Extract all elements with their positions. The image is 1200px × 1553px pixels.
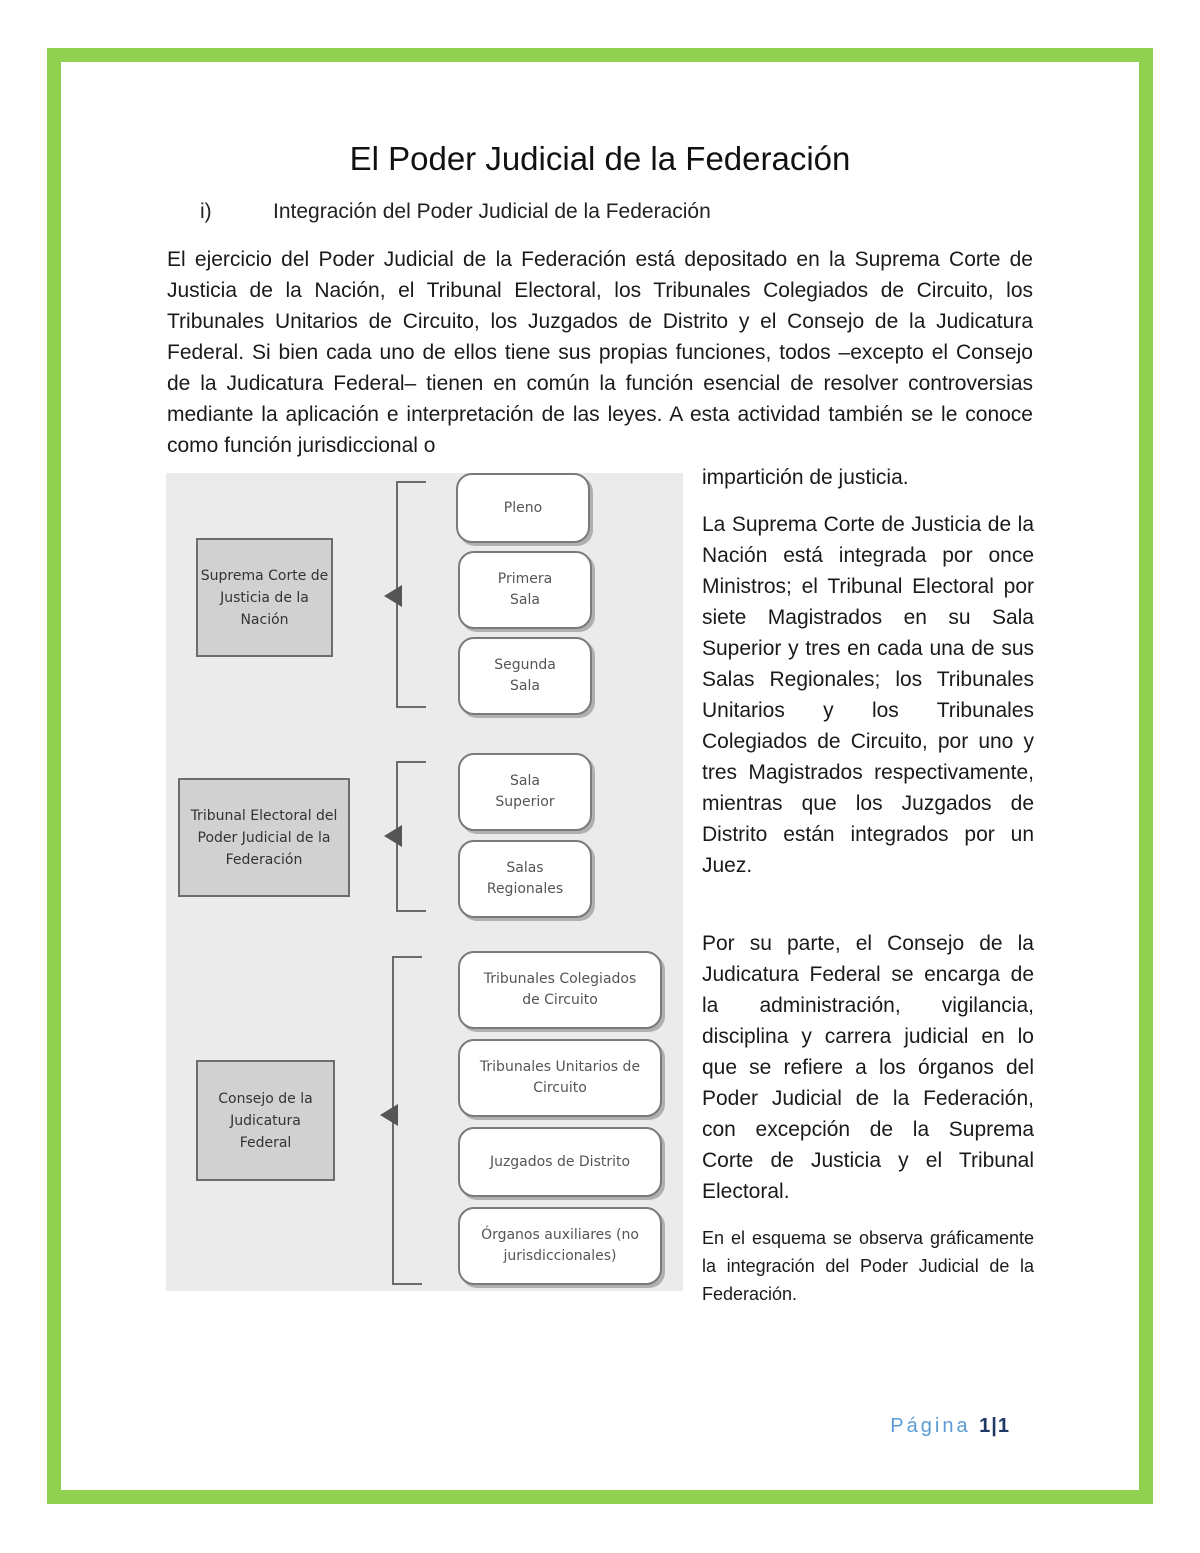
judicial-structure-diagram xyxy=(166,473,683,1291)
paragraph-intro: El ejercicio del Poder Judicial de la Federación está depositado en la Suprema Corte de Justicia de la Nación, el Tribunal Electoral, los Tribunales Colegiados de Circuito, los Tribunales Unitarios de Circuito, los Juzgados de Distrito y el Consejo de la Judicatura Federal. Si bien cada uno de ellos tiene sus propias funciones, todos –excepto el Consejo de la Judicatura Federal– tienen en común la función esencial de resolver controversias mediante la aplicación e interpretación de las leyes. A esta actividad también se le conoce como función jurisdiccional o xyxy=(167,248,1033,457)
diagram-item: Juzgados de Distrito xyxy=(458,1127,662,1197)
diagram-item: Órganos auxiliares (no jurisdiccionales) xyxy=(458,1207,662,1285)
diagram-item: Tribunales Unitarios de Circuito xyxy=(458,1039,662,1117)
section-heading xyxy=(200,200,711,224)
paragraph-intro-end: impartición de justicia. xyxy=(702,466,909,489)
diagram-group-label: Suprema Corte de Justicia de la Nación xyxy=(196,538,333,657)
diagram-item: Pleno xyxy=(456,473,590,543)
paragraph-composition: La Suprema Corte de Justicia de la Nación está integrada por once Ministros; el Tribunal Electoral por siete Magistrados en su Sala Superior y tres en cada una de sus Salas Regionales; los Tribunales Unitarios y los Tribunales Colegiados de Circuito, por uno y tres Magistrados respectivamente, mientras que los Juzgados de Distrito están integrados por un Juez. xyxy=(702,513,1034,877)
diagram-item: Segunda Sala xyxy=(458,637,592,715)
section-number: i) xyxy=(200,200,212,223)
paragraph-consejo: Por su parte, el Consejo de la Judicatura Federal se encarga de la administración, vigilancia, disciplina y carrera judicial en lo que se refiere a los órganos del Poder Judicial de la Federación, con excepción de la Suprema Corte de Justicia y el Tribunal Electoral. xyxy=(702,932,1034,1203)
page-number xyxy=(890,1415,1010,1438)
diagram-group-label: Consejo de la Judicatura Federal xyxy=(196,1060,335,1181)
diagram-arrow xyxy=(380,1104,398,1126)
page-title: El Poder Judicial de la Federación xyxy=(349,140,851,177)
section-title: Integración del Poder Judicial de la Federación xyxy=(273,200,711,223)
page-current: 1 xyxy=(979,1415,992,1437)
diagram-arrow xyxy=(384,825,402,847)
page-word: Página xyxy=(890,1415,971,1437)
paragraph-esquema: En el esquema se observa gráficamente la integración del Poder Judicial de la Federación. xyxy=(702,1228,1034,1304)
page-separator: | xyxy=(991,1415,998,1437)
diagram-item: Primera Sala xyxy=(458,551,592,629)
diagram-item: Salas Regionales xyxy=(458,840,592,918)
page-total: 1 xyxy=(997,1415,1010,1437)
diagram-item: Tribunales Colegiados de Circuito xyxy=(458,951,662,1029)
diagram-item: Sala Superior xyxy=(458,753,592,831)
diagram-arrow xyxy=(384,585,402,607)
diagram-group-label: Tribunal Electoral del Poder Judicial de la Federación xyxy=(178,778,350,897)
